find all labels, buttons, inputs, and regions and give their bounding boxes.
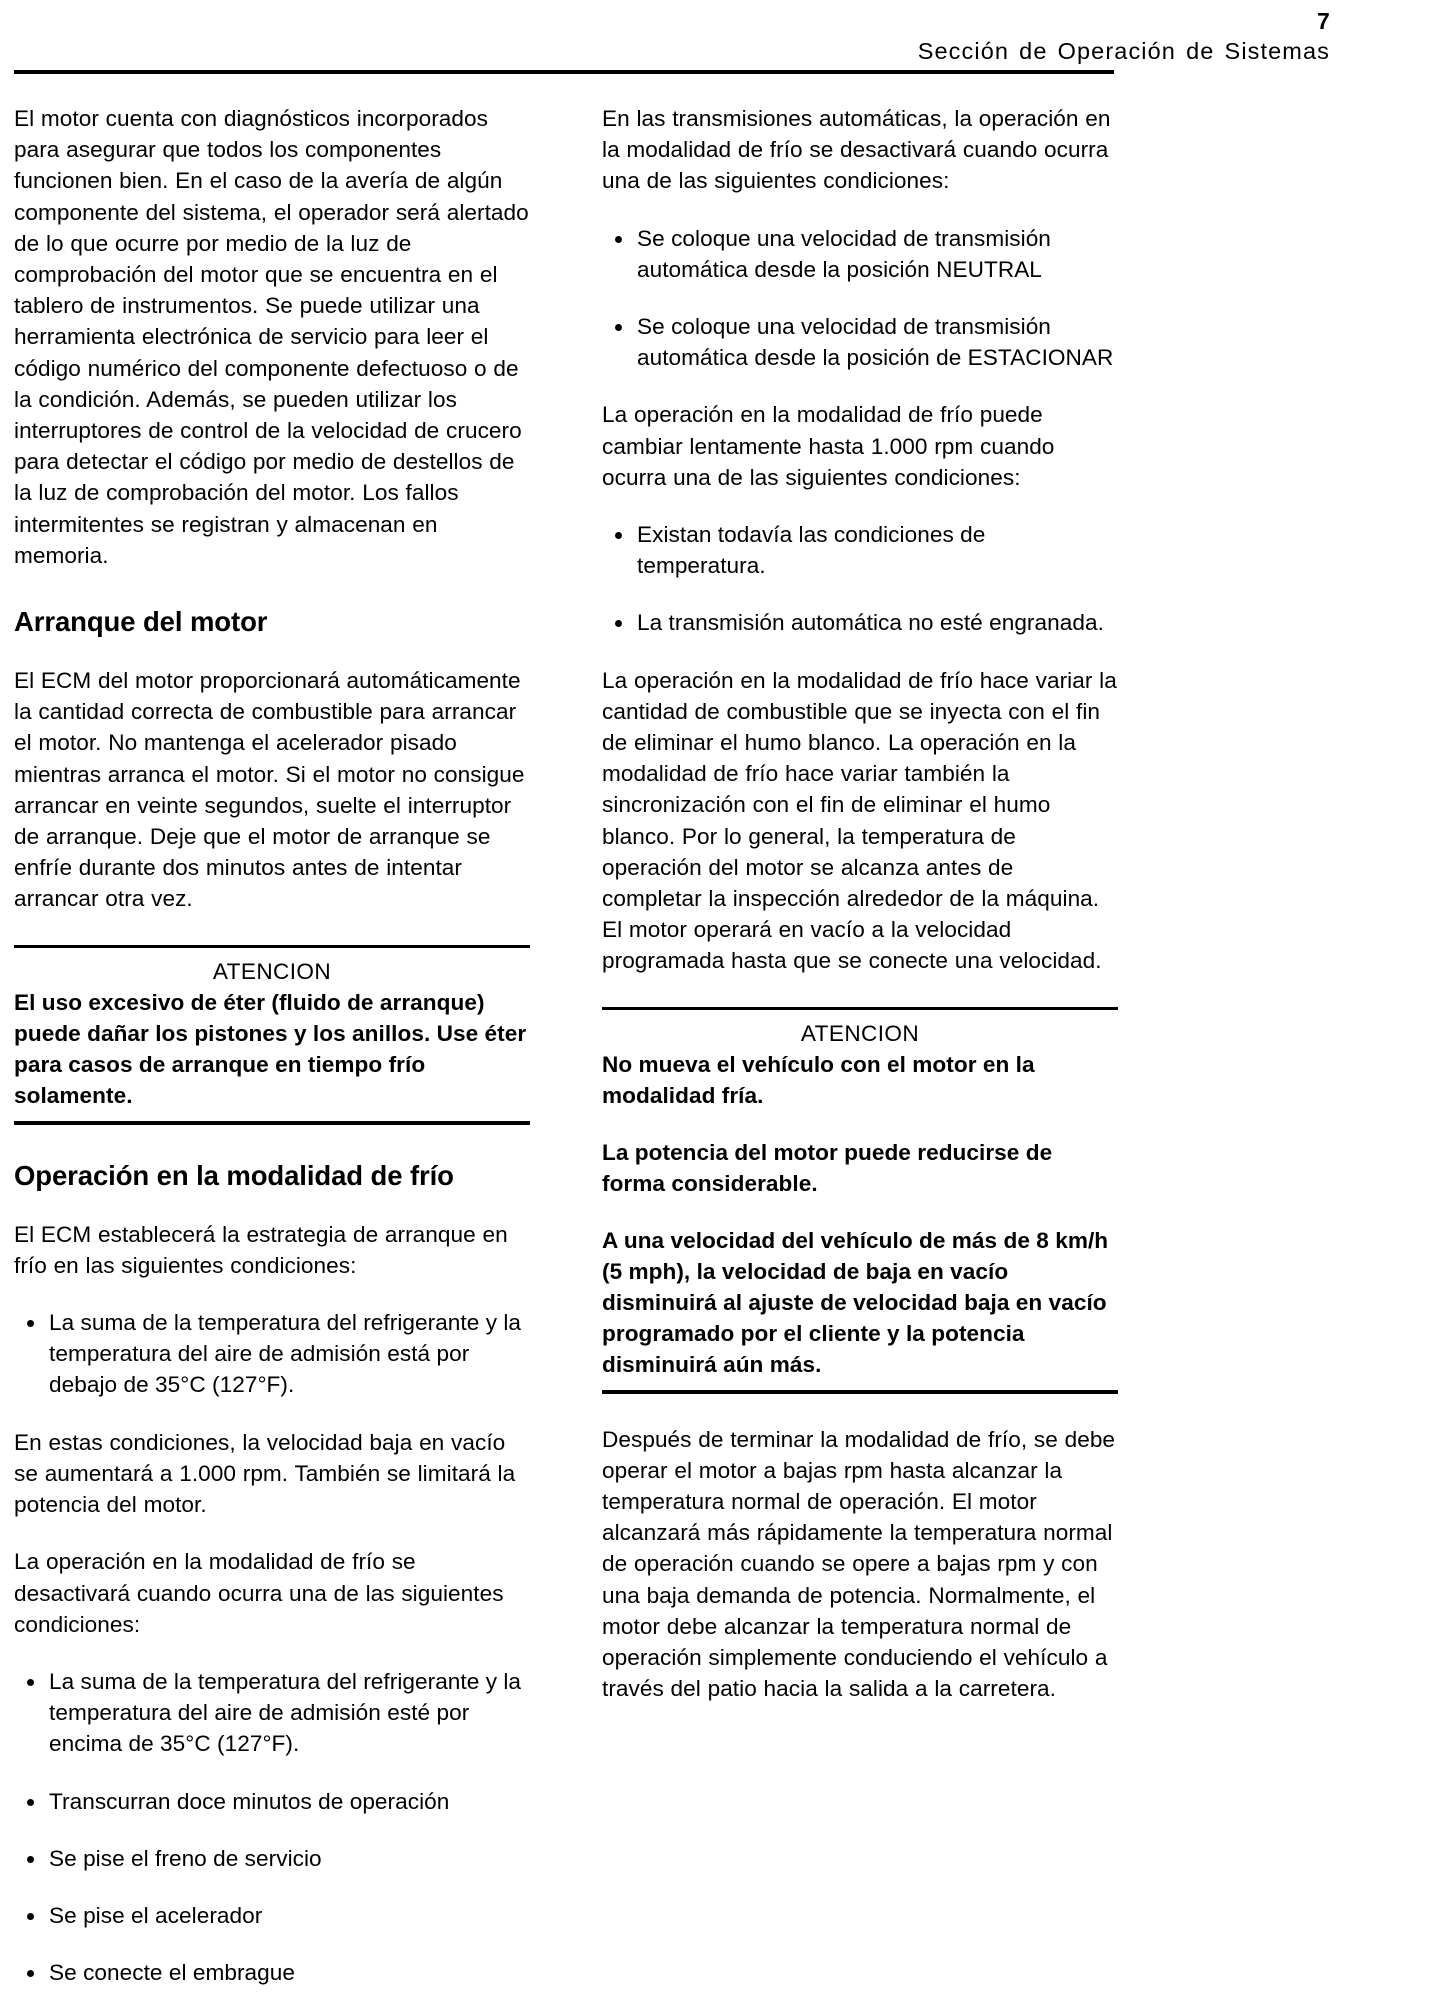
section-title: Sección de Operación de Sistemas: [917, 38, 1330, 64]
paragraph-after-cold-mode: Después de terminar la modalidad de frío, se debe operar el motor a bajas rpm hasta alcanzar la temperatura normal de operación. El motor alcanzará más rápidamente la temperatura normal de operación cuando se opere a bajas rpm y con una baja demanda de potencia. Normalmente, el motor debe alcanzar la temperatura normal de operación simplemente conduciendo el vehículo a través del patio hacia la salida a la carretera.: [602, 1426, 1116, 1702]
notice-label: ATENCION: [212, 959, 332, 985]
list-item: Se coloque una velocidad de transmisión automática desde la posición de ESTACIONAR: [602, 311, 1118, 373]
list-item: Se pise el freno de servicio: [14, 1843, 530, 1874]
page-number: 7: [1317, 8, 1330, 34]
notice-label: ATENCION: [800, 1021, 920, 1047]
two-column-body: [14, 103, 1119, 2014]
heading-arranque-del-motor: Arranque del motor: [14, 606, 268, 638]
paragraph-slow-change-intro: La operación en la modalidad de frío puede cambiar lentamente hasta 1.000 rpm cuando ocurra una de las siguientes condiciones:: [602, 402, 1055, 490]
list-deactivate-conditions: [14, 1666, 530, 1988]
heading-operacion-modalidad-frio: Operación en la modalidad de frío: [14, 1159, 454, 1191]
attention-notice-cold-mode: [602, 1007, 1118, 1394]
paragraph-deactivate-intro: La operación en la modalidad de frío se desactivará cuando ocurra una de las siguientes condiciones:: [14, 1549, 504, 1637]
page-header: [0, 0, 1440, 66]
paragraph-cold-strategy-intro: El ECM establecerá la estrategia de arranque en frío en las siguientes condiciones:: [14, 1221, 508, 1278]
list-cold-conditions: [14, 1307, 530, 1401]
list-item: La transmisión automática no esté engranada.: [602, 607, 1118, 638]
list-item: La suma de la temperatura del refrigerante y la temperatura del aire de admisión esté por encima de 35°C (127°F).: [14, 1666, 530, 1760]
header-divider: [14, 70, 1114, 74]
notice-top-rule: [602, 1007, 1118, 1011]
paragraph-fuel-variation: La operación en la modalidad de frío hace variar la cantidad de combustible que se inyecta con el fin de eliminar el humo blanco. La operación en la modalidad de frío hace variar también la sincronización con el fin de eliminar el humo blanco. Por lo general, la temperatura de operación del motor se alcanza antes de completar la inspección alrededor de la máquina. El motor operará en vacío a la velocidad programada hasta que se conecte una velocidad.: [602, 667, 1117, 974]
list-item: Se pise el acelerador: [14, 1900, 530, 1931]
notice-body-secondary: La potencia del motor puede reducirse de forma considerable.: [602, 1140, 1053, 1197]
notice-bottom-rule: [602, 1390, 1118, 1394]
notice-body: El uso excesivo de éter (fluido de arranque) puede dañar los pistones y los anillos. Use éter para casos de arranque en tiempo frío solamente.: [14, 990, 527, 1109]
list-item: Transcurran doce minutos de operación: [14, 1786, 530, 1817]
attention-notice-ether: [14, 945, 530, 1125]
notice-body: No mueva el vehículo con el motor en la modalidad fría.: [602, 1052, 1035, 1109]
notice-top-rule: [14, 945, 530, 949]
list-item: La suma de la temperatura del refrigerante y la temperatura del aire de admisión está por debajo de 35°C (127°F).: [14, 1307, 530, 1401]
paragraph-auto-transmission-intro: En las transmisiones automáticas, la operación en la modalidad de frío se desactivará cuando ocurra una de las siguientes condiciones:: [602, 106, 1111, 194]
list-auto-transmission-conditions: [602, 223, 1118, 374]
right-column: [602, 103, 1118, 2014]
list-item: Se conecte el embrague: [14, 1957, 530, 1988]
notice-bottom-rule: [14, 1121, 530, 1125]
paragraph-cold-result: En estas condiciones, la velocidad baja en vacío se aumentará a 1.000 rpm. También se limitará la potencia del motor.: [14, 1429, 516, 1518]
list-item: Existan todavía las condiciones de temperatura.: [602, 519, 1118, 581]
left-column: [14, 103, 530, 2014]
paragraph-engine-diagnostics: El motor cuenta con diagnósticos incorporados para asegurar que todos los componentes funcionen bien. En el caso de la avería de algún componente del sistema, el operador será alertado de lo que ocurre por medio de la luz de comprobación del motor que se encuentra en el tablero de instrumentos. Se puede utilizar una herramienta electrónica de servicio para leer el código numérico del componente defectuoso o de la condición. Además, se pueden utilizar los interruptores de control de la velocidad de crucero para detectar el código por medio de destellos de la luz de comprobación del motor. Los fallos intermitentes se registran y almacenan en memoria.: [14, 106, 529, 568]
notice-body-tertiary: A una velocidad del vehículo de más de 8 km/h (5 mph), la velocidad de baja en vacío disminuirá al ajuste de velocidad baja en vacío programado por el cliente y la potencia disminuirá aún más.: [602, 1228, 1109, 1378]
list-item: Se coloque una velocidad de transmisión automática desde la posición NEUTRAL: [602, 223, 1118, 285]
list-slow-change-conditions: [602, 519, 1118, 639]
paragraph-engine-start: El ECM del motor proporcionará automáticamente la cantidad correcta de combustible para arrancar el motor. No mantenga el acelerador pisado mientras arranca el motor. Si el motor no consigue arrancar en veinte segundos, suelte el interruptor de arranque. Deje que el motor de arranque se enfríe durante dos minutos antes de intentar arrancar otra vez.: [14, 668, 525, 912]
